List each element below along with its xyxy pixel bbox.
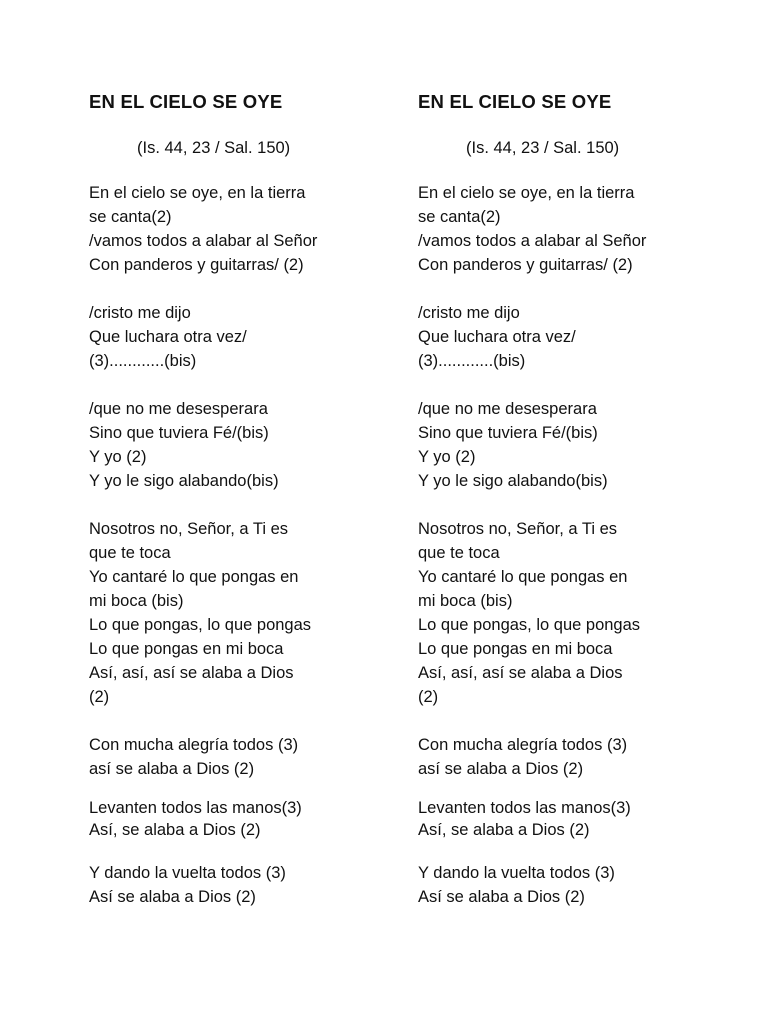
- stanza-4: [89, 517, 389, 709]
- lyric-line: Nosotros no, Señor, a Ti es: [418, 520, 618, 538]
- stanza-1: [418, 181, 718, 277]
- lyric-line: Lo que pongas en mi boca: [89, 640, 284, 658]
- lyric-line: Que luchara otra vez/: [418, 328, 576, 346]
- lyric-line: que te toca: [418, 544, 500, 562]
- scripture-reference: (Is. 44, 23 / Sal. 150): [137, 139, 291, 157]
- lyric-line: (2): [89, 688, 110, 706]
- lyric-line: Lo que pongas, lo que pongas: [89, 616, 312, 634]
- lyric-line: Así se alaba a Dios (2): [89, 888, 256, 906]
- lyric-line: (3)............(bis): [89, 352, 197, 370]
- stanza-5: [89, 733, 389, 781]
- lyric-line: Sino que tuviera Fé/(bis): [418, 424, 598, 442]
- song-title: EN EL CIELO SE OYE: [89, 91, 283, 112]
- stanza-2: [89, 301, 389, 373]
- lyric-line: (2): [418, 688, 439, 706]
- stanza-6: [89, 797, 389, 841]
- lyric-line: Lo que pongas en mi boca: [418, 640, 613, 658]
- lyric-line: que te toca: [89, 544, 171, 562]
- lyric-line: (3)............(bis): [418, 352, 526, 370]
- lyric-line: /vamos todos a alabar al Señor: [89, 232, 318, 250]
- lyric-line: mi boca (bis): [418, 592, 513, 610]
- lyric-line: mi boca (bis): [89, 592, 184, 610]
- song-title: EN EL CIELO SE OYE: [418, 91, 612, 112]
- lyric-line: Así, se alaba a Dios (2): [89, 821, 261, 839]
- lyric-line: así se alaba a Dios (2): [418, 760, 584, 778]
- lyric-line: Y yo le sigo alabando(bis): [418, 472, 608, 490]
- lyric-line: Yo cantaré lo que pongas en: [89, 568, 299, 586]
- lyric-line: Con panderos y guitarras/ (2): [89, 256, 304, 274]
- stanza-3: [418, 397, 718, 493]
- lyric-line: Y dando la vuelta todos (3): [418, 864, 615, 882]
- lyric-line: /cristo me dijo: [89, 304, 191, 322]
- lyric-line: Y yo (2): [89, 448, 147, 466]
- lyric-line: /que no me desesperara: [89, 400, 268, 418]
- lyric-line: Que luchara otra vez/: [89, 328, 247, 346]
- lyric-line: Así, se alaba a Dios (2): [418, 821, 590, 839]
- stanza-7: [89, 861, 389, 909]
- lyric-line: Así se alaba a Dios (2): [418, 888, 585, 906]
- lyric-line: Con panderos y guitarras/ (2): [418, 256, 633, 274]
- lyric-line: Y yo le sigo alabando(bis): [89, 472, 279, 490]
- lyric-line: se canta(2): [418, 208, 501, 226]
- stanza-6: [418, 797, 718, 841]
- lyric-line: Así, así, así se alaba a Dios: [89, 664, 294, 682]
- lyric-line: Nosotros no, Señor, a Ti es: [89, 520, 289, 538]
- lyric-line: Yo cantaré lo que pongas en: [418, 568, 628, 586]
- stanza-3: [89, 397, 389, 493]
- lyric-line: /que no me desesperara: [418, 400, 597, 418]
- lyric-line: Sino que tuviera Fé/(bis): [89, 424, 269, 442]
- lyric-line: se canta(2): [89, 208, 172, 226]
- lyric-line: Y yo (2): [418, 448, 476, 466]
- lyric-line: /cristo me dijo: [418, 304, 520, 322]
- lyric-line: así se alaba a Dios (2): [89, 760, 255, 778]
- stanza-5: [418, 733, 718, 781]
- lyric-line: Con mucha alegría todos (3): [89, 736, 299, 754]
- lyric-line: Levanten todos las manos(3): [418, 799, 631, 817]
- stanza-4: [418, 517, 718, 709]
- lyric-line: Lo que pongas, lo que pongas: [418, 616, 641, 634]
- lyric-line: En el cielo se oye, en la tierra: [89, 184, 306, 202]
- scripture-reference: (Is. 44, 23 / Sal. 150): [466, 139, 620, 157]
- lyric-line: /vamos todos a alabar al Señor: [418, 232, 647, 250]
- song-column-left: [89, 88, 389, 909]
- lyric-line: Levanten todos las manos(3): [89, 799, 302, 817]
- stanza-7: [418, 861, 718, 909]
- lyric-line: Así, así, así se alaba a Dios: [418, 664, 623, 682]
- stanza-2: [418, 301, 718, 373]
- lyric-line: Y dando la vuelta todos (3): [89, 864, 286, 882]
- lyric-line: En el cielo se oye, en la tierra: [418, 184, 635, 202]
- song-column-right: [418, 88, 718, 909]
- stanza-1: [89, 181, 389, 277]
- lyric-line: Con mucha alegría todos (3): [418, 736, 628, 754]
